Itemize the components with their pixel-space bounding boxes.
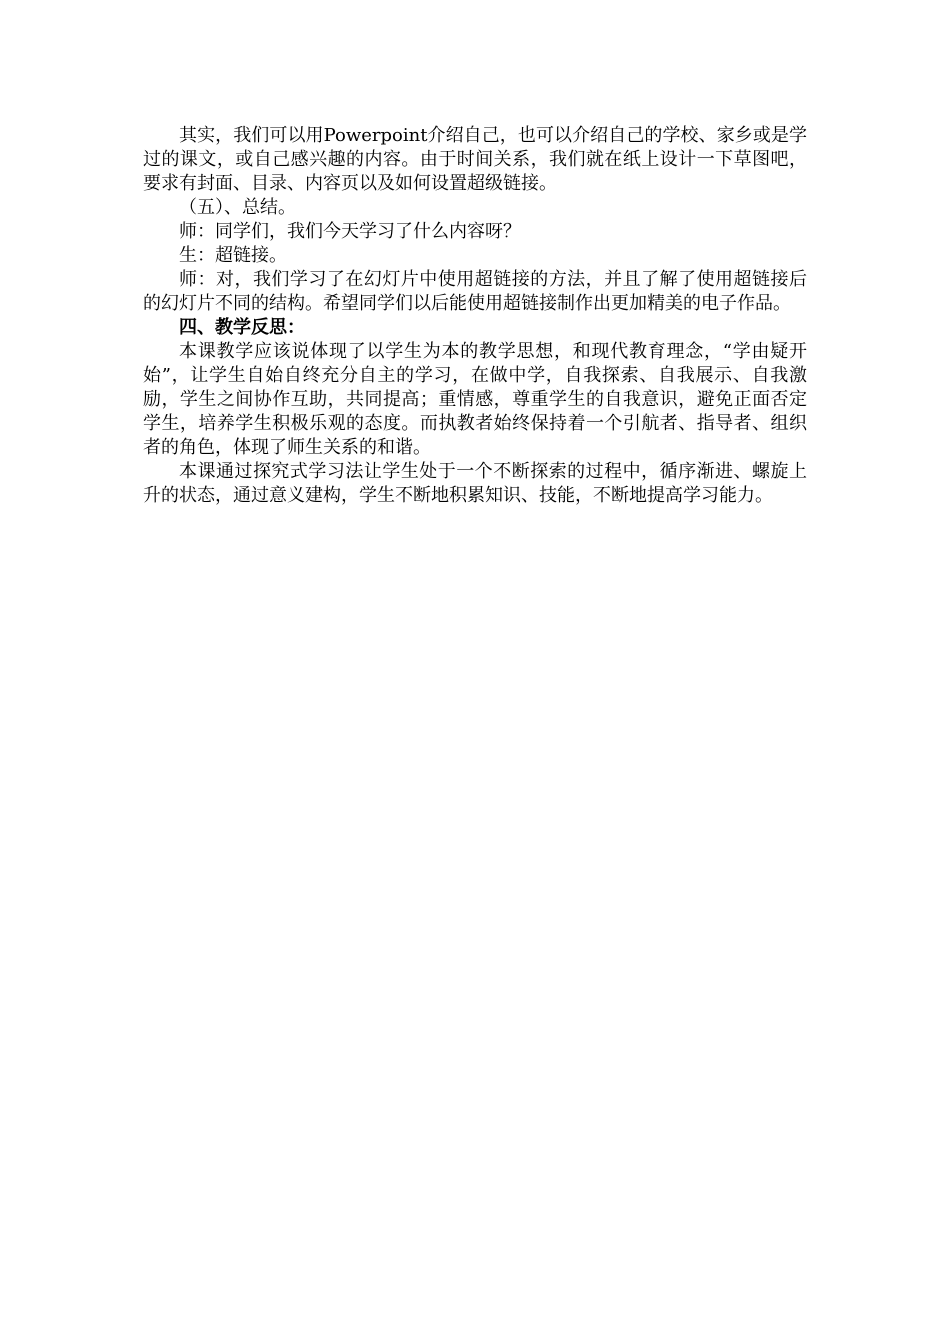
paragraph-teacher-question: 师：同学们，我们今天学习了什么内容呀？: [179, 221, 521, 242]
paragraph-student-answer: 生：超链接。: [179, 245, 287, 266]
paragraph-teacher-conclusion: 师：对，我们学习了在幻灯片中使用超链接的方法，并且了解了使用超链接后的幻灯片不同的结构。希望同学们以后能使用超链接制作出更加精美的电子作品。: [143, 269, 807, 314]
document-page: [143, 124, 807, 508]
paragraph-intro: 其实，我们可以用Powerpoint介绍自己，也可以介绍自己的学校、家乡或是学过的课文，或自己感兴趣的内容。由于时间关系，我们就在纸上设计一下草图吧，要求有封面、目录、内容页以及如何设置超级链接。: [143, 125, 807, 194]
paragraph-reflection-2: 本课通过探究式学习法让学生处于一个不断探索的过程中，循序渐进、螺旋上升的状态，通过意义建构，学生不断地积累知识、技能，不断地提高学习能力。: [143, 461, 807, 506]
paragraph-reflection-1: 本课教学应该说体现了以学生为本的教学思想，和现代教育理念，“学由疑开始”，让学生自始自终充分自主的学习，在做中学，自我探索、自我展示、自我激励，学生之间协作互助，共同提高；重情感，尊重学生的自我意识，避免正面否定学生，培养学生积极乐观的态度。而执教者始终保持着一个引航者、指导者、组织者的角色，体现了师生关系的和谐。: [143, 341, 807, 458]
paragraph-summary-heading: （五）、总结。: [179, 197, 296, 218]
section-heading-reflection: 四、教学反思：: [179, 317, 305, 338]
